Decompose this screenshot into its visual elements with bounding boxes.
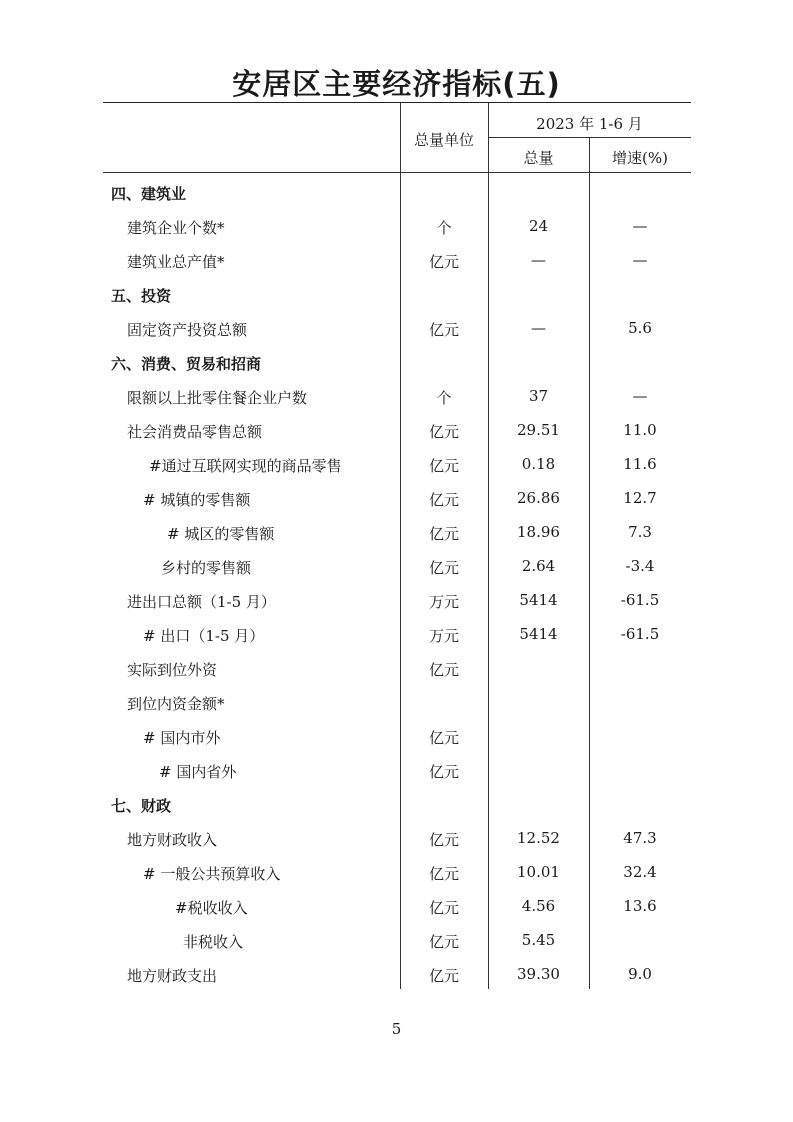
row-unit: 亿元 [428, 321, 459, 339]
row-unit: 亿元 [428, 831, 459, 849]
row-label: 六、消费、贸易和招商 [111, 355, 262, 373]
row-unit: 亿元 [428, 933, 459, 951]
row-label: # 城区的零售额 [167, 525, 275, 543]
table-row [103, 787, 691, 821]
table-row [103, 651, 691, 685]
table-row [103, 923, 691, 957]
row-unit: 亿元 [428, 967, 459, 985]
table-row [103, 957, 691, 991]
row-unit: 亿元 [428, 253, 459, 271]
row-label: 固定资产投资总额 [127, 321, 248, 339]
row-total: 29.51 [517, 421, 560, 439]
row-growth: — [632, 387, 648, 405]
table-row [103, 889, 691, 923]
row-label: 地方财政支出 [127, 967, 218, 985]
row-unit: 万元 [428, 627, 459, 645]
row-total: — [531, 251, 546, 269]
row-total: 2.64 [521, 557, 556, 575]
row-total: 0.18 [521, 455, 556, 473]
table-row [103, 481, 691, 515]
row-growth: -3.4 [625, 557, 655, 575]
row-unit: 个 [436, 219, 452, 237]
row-unit: 个 [436, 389, 452, 407]
table-row [103, 447, 691, 481]
row-label: # 出口（1-5 月） [143, 627, 265, 645]
row-total: 4.56 [521, 897, 556, 915]
table-top-rule [103, 102, 691, 103]
row-growth: — [632, 251, 648, 269]
row-growth: -61.5 [620, 625, 660, 643]
row-unit: 亿元 [428, 661, 459, 679]
row-unit: 万元 [428, 593, 459, 611]
row-total: 5414 [519, 591, 558, 609]
header-bottom-rule [103, 172, 691, 173]
row-growth: — [632, 217, 648, 235]
row-total: 26.86 [517, 489, 560, 507]
table-row [103, 345, 691, 379]
row-total: 18.96 [517, 523, 560, 541]
row-total: 39.30 [517, 965, 560, 983]
row-unit: 亿元 [428, 865, 459, 883]
table-row [103, 515, 691, 549]
row-label: #通过互联网实现的商品零售 [149, 457, 342, 475]
row-label: 七、财政 [111, 797, 172, 815]
row-growth: 7.3 [628, 523, 652, 541]
row-growth: 11.6 [623, 455, 657, 473]
header-period: 2023 年 1-6 月 [536, 115, 643, 133]
row-label: 建筑企业个数* [127, 219, 225, 237]
row-label: # 城镇的零售额 [143, 491, 251, 509]
row-growth: 47.3 [623, 829, 657, 847]
row-total: 24 [528, 217, 549, 235]
row-growth: 5.6 [628, 319, 652, 337]
table-row [103, 379, 691, 413]
table-row [103, 311, 691, 345]
table-row [103, 209, 691, 243]
row-growth: 32.4 [623, 863, 657, 881]
row-unit: 亿元 [428, 559, 459, 577]
table-row [103, 175, 691, 209]
table-row [103, 617, 691, 651]
table-row [103, 685, 691, 719]
row-label: 地方财政收入 [127, 831, 218, 849]
row-label: # 一般公共预算收入 [143, 865, 281, 883]
row-label: 五、投资 [111, 287, 172, 305]
row-unit: 亿元 [428, 423, 459, 441]
row-label: # 国内市外 [143, 729, 221, 747]
row-total: 12.52 [517, 829, 560, 847]
row-label: # 国内省外 [159, 763, 237, 781]
table-row [103, 277, 691, 311]
table-row [103, 549, 691, 583]
table-row [103, 243, 691, 277]
row-label: #税收收入 [175, 899, 248, 917]
row-label: 乡村的零售额 [161, 559, 252, 577]
table-row [103, 855, 691, 889]
table-row [103, 583, 691, 617]
row-growth: -61.5 [620, 591, 660, 609]
row-label: 四、建筑业 [111, 185, 187, 203]
page-number: 5 [391, 1020, 402, 1038]
row-total: — [531, 319, 546, 337]
row-growth: 13.6 [623, 897, 657, 915]
row-growth: 11.0 [623, 421, 657, 439]
table-row [103, 719, 691, 753]
row-unit: 亿元 [428, 457, 459, 475]
table-row [103, 821, 691, 855]
row-label: 限额以上批零住餐企业户数 [127, 389, 308, 407]
table-row [103, 413, 691, 447]
header-growth: 增速(%) [612, 149, 668, 167]
row-unit: 亿元 [428, 729, 459, 747]
row-label: 非税收入 [183, 933, 244, 951]
row-total: 10.01 [517, 863, 560, 881]
row-label: 社会消费品零售总额 [127, 423, 263, 441]
row-label: 实际到位外资 [127, 661, 218, 679]
row-total: 37 [528, 387, 549, 405]
row-growth: 12.7 [623, 489, 657, 507]
header-unit: 总量单位 [413, 131, 474, 149]
page-title: 安居区主要经济指标(五) [232, 67, 561, 101]
header-total: 总量 [523, 149, 554, 167]
row-unit: 亿元 [428, 899, 459, 917]
row-growth: 9.0 [628, 965, 652, 983]
row-total: 5414 [519, 625, 558, 643]
row-unit: 亿元 [428, 763, 459, 781]
row-total: 5.45 [521, 931, 556, 949]
table-row [103, 753, 691, 787]
row-label: 建筑业总产值* [127, 253, 225, 271]
row-label: 进出口总额（1-5 月） [127, 593, 276, 611]
row-unit: 亿元 [428, 525, 459, 543]
row-unit: 亿元 [428, 491, 459, 509]
row-label: 到位内资金额* [127, 695, 225, 713]
